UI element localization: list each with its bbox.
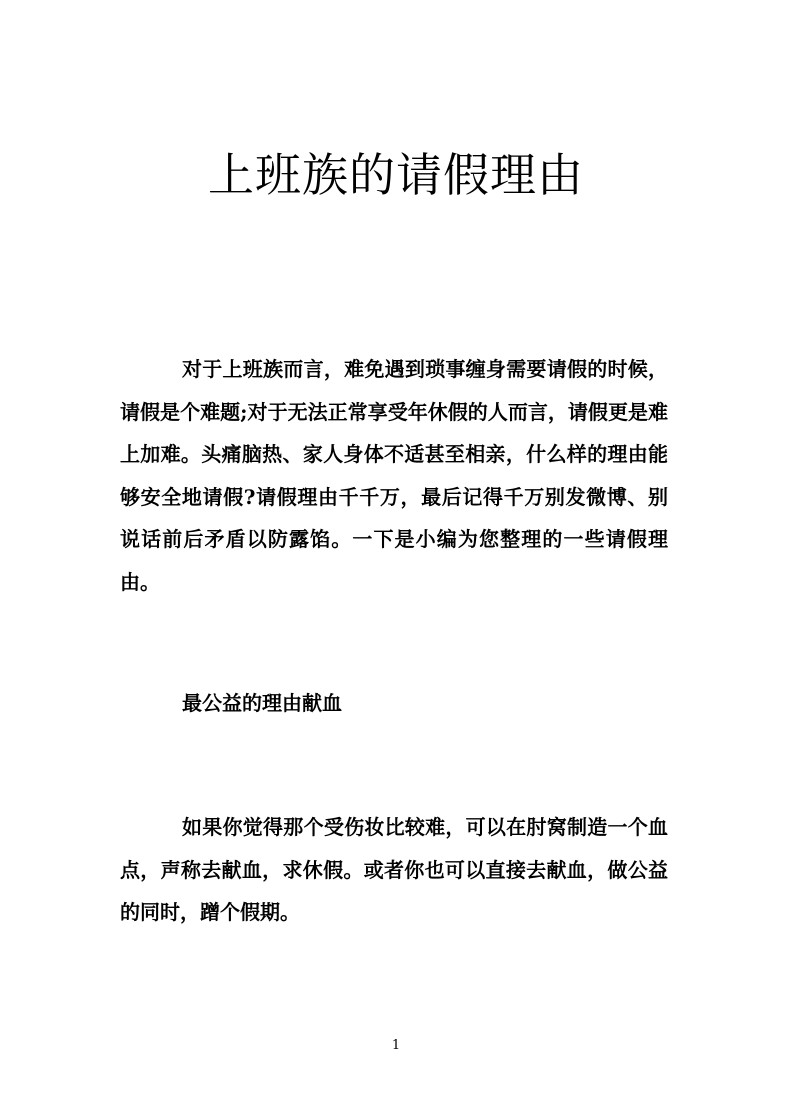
section-heading: 最公益的理由献血 — [182, 691, 342, 715]
page-number: 1 — [391, 1038, 401, 1053]
document-title: 上班族的请假理由 — [208, 148, 584, 202]
intro-paragraph: 对于上班族而言，难免遇到琐事缠身需要请假的时候，请假是个难题;对于无法正常享受年休假的人而言，请假更是难上加难。头痛脑热、家人身体不适甚至相亲，什么样的理由能够安全地请假?请假理由千千万，最后记得千万别发微博、别说话前后矛盾以防露馅。一下是小编为您整理的一些请假理由。 — [120, 357, 668, 594]
section-paragraph: 如果你觉得那个受伤妆比较难，可以在肘窝制造一个血点，声称去献血，求休假。或者你也可以直接去献血，做公益的同时，蹭个假期。 — [120, 815, 668, 924]
